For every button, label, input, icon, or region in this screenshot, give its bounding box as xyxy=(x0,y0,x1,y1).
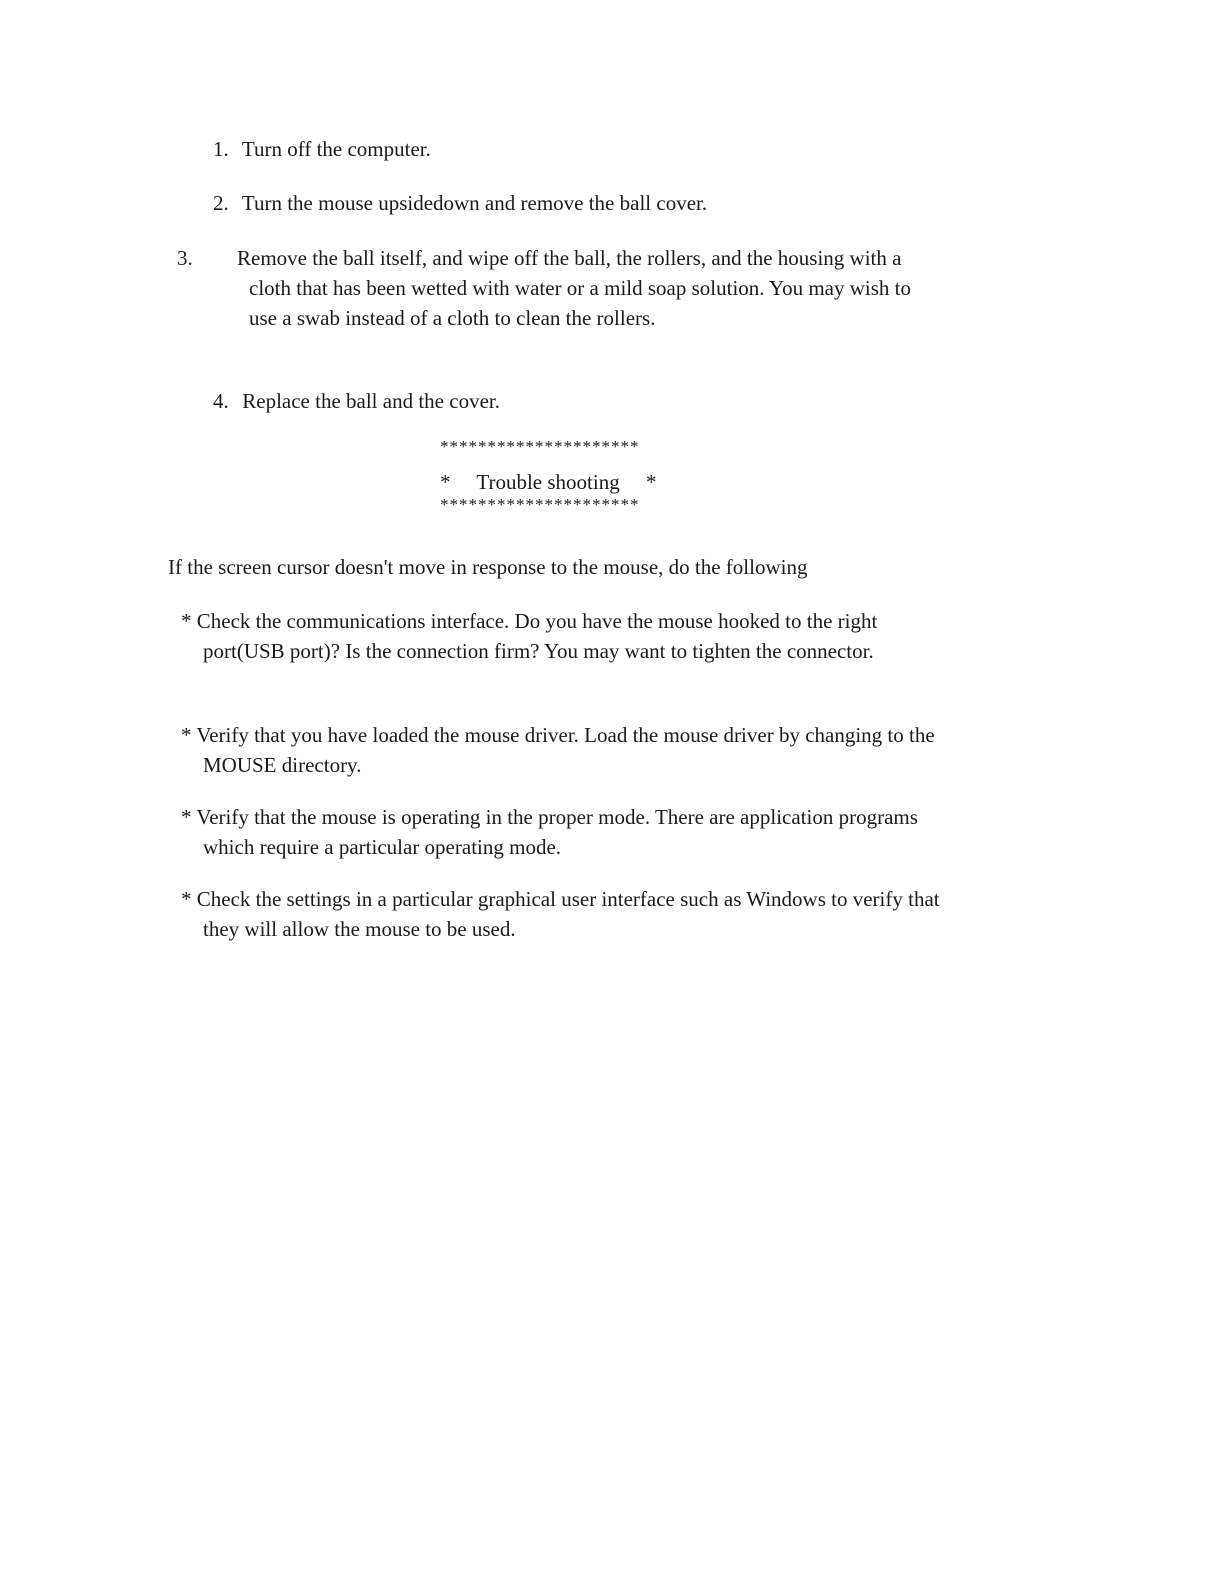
step-3-body xyxy=(177,243,913,333)
troubleshooting-intro: If the screen cursor doesn't move in response to the mouse, do the following xyxy=(168,555,808,579)
banner-top-border: ********************* xyxy=(440,437,640,456)
step-number: 4. xyxy=(213,389,229,413)
step-text: Replace the ball and the cover. xyxy=(242,389,500,413)
step-text: Remove the ball itself, and wipe off the ball, the rollers, and the housing with a cloth that has been wetted with water or a mild soap solution. You may wish to use a swab instead of a cloth to clean the rollers. xyxy=(237,246,911,330)
troubleshooting-item-3: * Verify that the mouse is operating in the proper mode. There are application programs which require a particular operating mode. xyxy=(181,805,918,859)
troubleshooting-item-1: * Check the communications interface. Do you have the mouse hooked to the right port(USB port)? Is the connection firm? You may want to tighten the connector. xyxy=(181,609,878,663)
banner-bottom-border: ********************* xyxy=(440,495,640,514)
banner-title: * Trouble shooting * xyxy=(440,470,657,494)
step-1 xyxy=(213,134,913,164)
step-number: 2. xyxy=(213,191,229,215)
troubleshooting-item-4: * Check the settings in a particular graphical user interface such as Windows to verify that they will allow the mouse to be used. xyxy=(181,887,940,941)
step-number: 3. xyxy=(177,246,193,270)
step-text: Turn off the computer. xyxy=(241,137,431,161)
step-2 xyxy=(213,188,913,218)
step-3 xyxy=(177,243,913,333)
step-text: Turn the mouse upsidedown and remove the ball cover. xyxy=(241,191,708,215)
troubleshooting-item-2: * Verify that you have loaded the mouse driver. Load the mouse driver by changing to the MOUSE directory. xyxy=(181,723,935,777)
step-4 xyxy=(213,386,913,416)
step-number: 1. xyxy=(213,137,229,161)
